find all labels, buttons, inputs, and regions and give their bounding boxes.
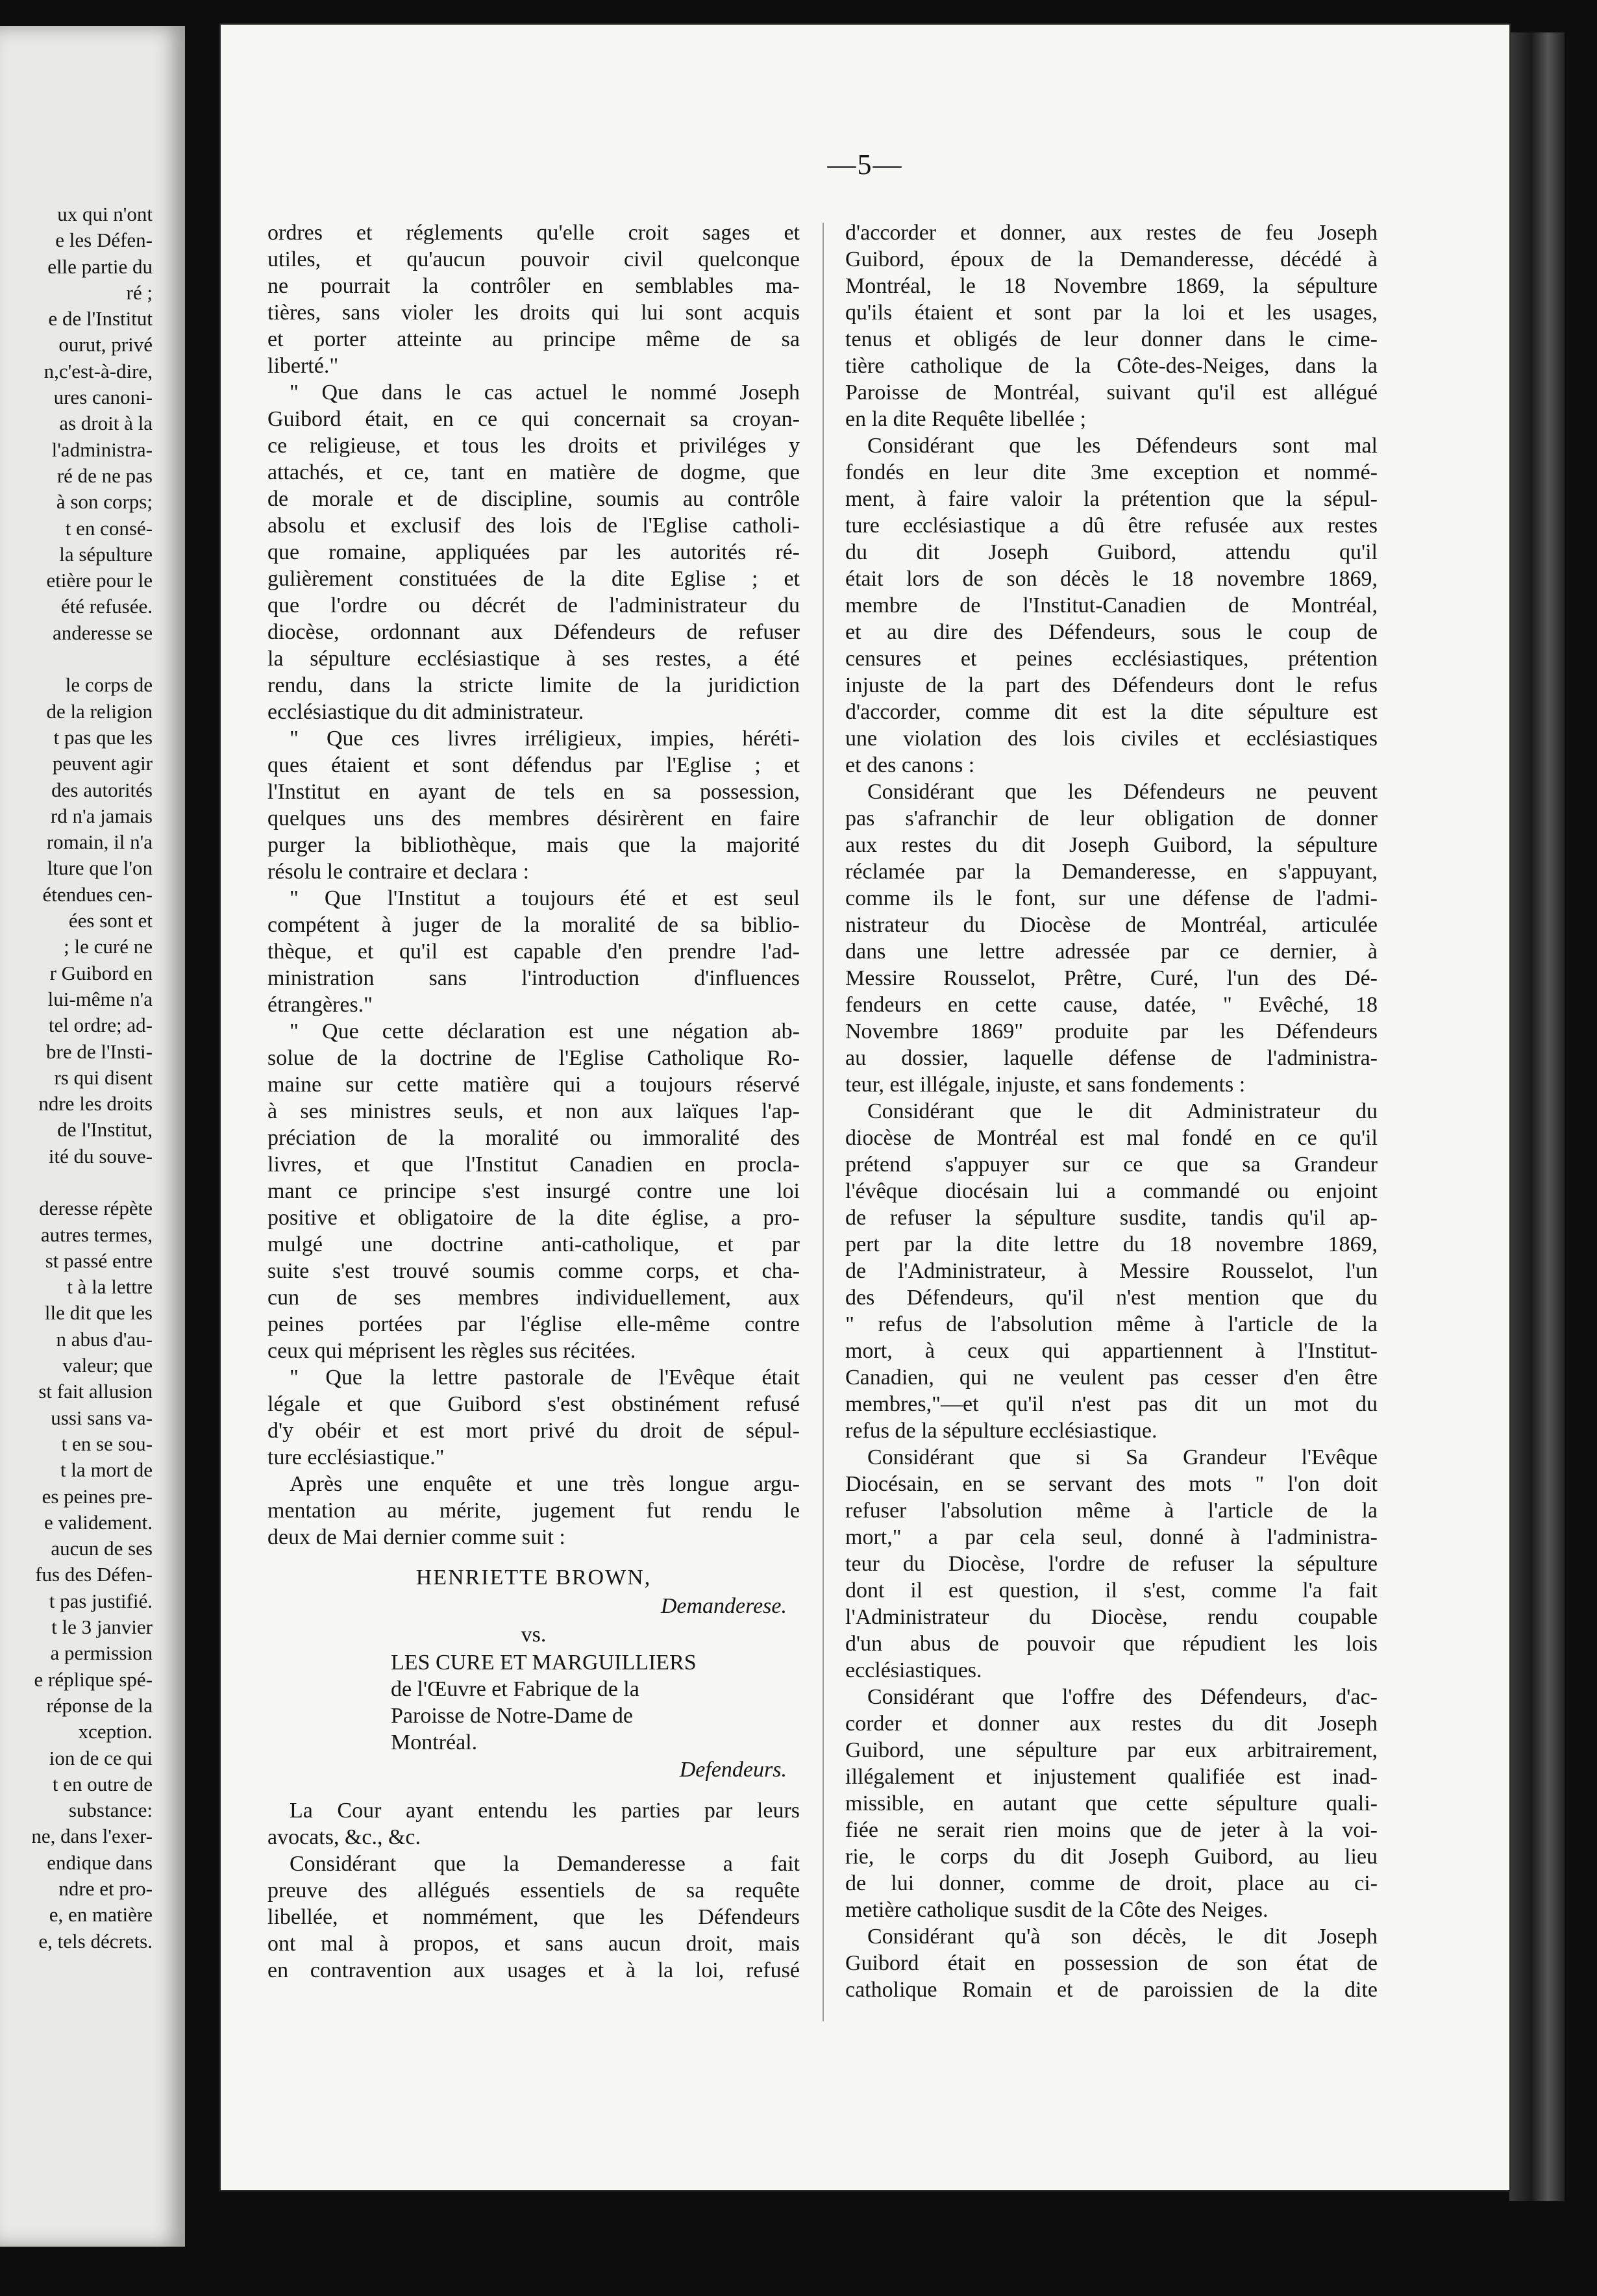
fragment-line: ées sont et xyxy=(68,909,153,932)
fragment-line: valeur; que xyxy=(62,1354,153,1377)
text-line: réclamée par la Demanderesse, en s'appuyant, xyxy=(845,860,1378,884)
fragment-line: e de l'Institut xyxy=(48,307,153,331)
text-line: Considérant que le dit Administrateur du xyxy=(867,1099,1378,1123)
fragment-line: e, tels décrets. xyxy=(38,1929,153,1953)
text-line: d'un abus de pouvoir que répudient les lois xyxy=(845,1632,1378,1656)
fragment-line xyxy=(0,1169,153,1195)
fragment-line: e les Défen- xyxy=(55,229,153,252)
text-line: dans une lettre adressée par ce dernier, à xyxy=(845,940,1378,964)
text-line: corder et donner aux restes du dit Joseph xyxy=(845,1712,1378,1736)
text-line: pas s'afranchir de leur obligation de donner xyxy=(845,806,1378,830)
text-line: refuser l'absolution même à l'article de la xyxy=(845,1499,1378,1523)
right-column-text xyxy=(845,219,1378,2003)
fragment-line: ndre et pro- xyxy=(58,1877,153,1900)
fragment-line: a permission xyxy=(50,1641,153,1665)
case-caption xyxy=(267,1564,800,1784)
text-line: ment, à faire valoir la prétention que la sépul- xyxy=(845,487,1378,511)
text-line: quelques uns des membres désirèrent en faire xyxy=(267,806,800,830)
text-line: attachés, et ce, tant en matière de dogme, que xyxy=(267,460,800,484)
text-line: fondés en leur dite 3me exception et nommé- xyxy=(845,460,1378,484)
text-line: illégalement et injustement qualifiée est inad- xyxy=(845,1765,1378,1789)
text-line: aux restes du dit Joseph Guibord, la sépulture xyxy=(845,833,1378,857)
text-line: liberté." xyxy=(267,354,339,378)
text-line: suite s'est trouvé soumis comme corps, et cha- xyxy=(267,1259,800,1283)
fragment-line: lui-même n'a xyxy=(47,987,153,1010)
text-line: en contravention aux usages et à la loi, refusé xyxy=(267,1958,800,1982)
fragment-line: n,c'est-à-dire, xyxy=(43,359,153,382)
fragment-line: l'administra- xyxy=(51,438,153,461)
fragment-line: ux qui n'ont xyxy=(57,203,153,225)
text-line: Guibord était en possession de son état de xyxy=(845,1951,1378,1975)
text-line: pert par la dite lettre du 18 novembre 1869, xyxy=(845,1232,1378,1256)
fragment-line: t le 3 janvier xyxy=(51,1616,153,1639)
fragment-line: t en consé- xyxy=(65,516,153,540)
text-line: " Que la lettre pastorale de l'Evêque était xyxy=(290,1366,800,1390)
text-line: Considérant que si Sa Grandeur l'Evêque xyxy=(867,1445,1378,1469)
facing-page-fragment xyxy=(0,26,185,2247)
left-column xyxy=(267,219,800,1984)
text-line: ture ecclésiastique." xyxy=(267,1445,445,1469)
text-line: peines portées par l'église elle-même contre xyxy=(267,1312,800,1336)
fragment-line: xception. xyxy=(78,1720,153,1743)
fragment-line: ne, dans l'exer- xyxy=(31,1825,153,1848)
fragment-line: ourut, privé xyxy=(58,333,153,356)
fragment-line xyxy=(0,646,153,672)
fragment-line: ré de ne pas xyxy=(56,464,153,487)
fragment-line: la sépulture xyxy=(59,542,153,566)
text-line: préciation de la moralité ou immoralité des xyxy=(267,1126,800,1150)
fragment-line: de la religion xyxy=(46,699,153,723)
text-line: ture ecclésiastique a dû être refusée aux restes xyxy=(845,514,1378,538)
text-line: en la dite Requête libellée ; xyxy=(845,407,1087,431)
text-line: à ses ministres seuls, et non aux laïques l'ap- xyxy=(267,1099,800,1123)
fragment-line: des autorités xyxy=(51,778,153,801)
text-line: positive et obligatoire de la dite église, a pro- xyxy=(267,1206,800,1230)
defendant-line: Paroisse de Notre-Dame de xyxy=(391,1704,633,1728)
text-line: des Défendeurs, qu'il n'est mention que du xyxy=(845,1286,1378,1310)
fragment-line: ; le curé ne xyxy=(64,935,153,958)
text-line: qu'ils étaient et sont par la loi et les usages, xyxy=(845,301,1378,325)
text-line: maine sur cette matière qui a toujours réservé xyxy=(267,1073,800,1097)
text-line: l'évêque diocésain lui a commandé ou enjoint xyxy=(845,1179,1378,1203)
fragment-line: à son corps; xyxy=(56,490,153,514)
text-line: livres, et que l'Institut Canadien en procla- xyxy=(267,1153,800,1177)
text-line: absolu et exclusif des lois de l'Eglise catholi- xyxy=(267,514,800,538)
text-line: la sépulture ecclésiastique à ses restes, a été xyxy=(267,647,800,671)
text-line: Considérant qu'à son décès, le dit Joseph xyxy=(867,1925,1378,1949)
text-line: l'Administrateur du Diocèse, rendu coupable xyxy=(845,1605,1378,1629)
text-line: et au dire des Défendeurs, sous le coup de xyxy=(845,620,1378,644)
defendant-block xyxy=(267,1649,800,1756)
text-line: ecclésiastique du dit administrateur. xyxy=(267,700,584,724)
text-line: mant ce principe s'est insurgé contre une loi xyxy=(267,1179,800,1203)
fragment-line: t pas que les xyxy=(53,725,153,749)
text-line: diocèse de Montréal est mal fondé en ce qu'il xyxy=(845,1126,1378,1150)
text-line: ordres et réglements qu'elle croit sages et xyxy=(267,221,800,245)
text-line: Considérant que la Demanderesse a fait xyxy=(290,1852,800,1876)
text-line: Paroisse de Montréal, suivant qu'il est allégué xyxy=(845,381,1378,405)
fragment-line: de l'Institut, xyxy=(57,1118,153,1142)
versus-label: vs. xyxy=(521,1623,547,1647)
text-line: d'accorder, comme dit est la dite sépulture est xyxy=(845,700,1378,724)
fragment-line: st fait allusion xyxy=(38,1380,153,1403)
fragment-line: peuvent agir xyxy=(52,752,153,775)
text-line: " refus de l'absolution même à l'article de la xyxy=(845,1312,1378,1336)
text-line: Considérant que l'offre des Défendeurs, d'ac- xyxy=(867,1685,1378,1709)
text-line: utiles, et qu'aucun pouvoir civil quelconque xyxy=(267,247,800,271)
text-line: Considérant que les Défendeurs ne peuvent xyxy=(867,780,1378,804)
fragment-line: elle partie du xyxy=(47,255,153,278)
text-line: rendu, dans la stricte limite de la juridiction xyxy=(267,673,800,697)
fragment-line: deresse répète xyxy=(39,1197,153,1220)
text-line: comme ils le font, sur une défense de l'admi- xyxy=(845,886,1378,910)
text-line: avocats, &c., &c. xyxy=(267,1825,421,1849)
text-line: ce religieuse, et tous les droits et priviléges y xyxy=(267,434,800,458)
text-line: que l'ordre ou décrét de l'administrateur du xyxy=(267,593,800,618)
fragment-line: tel ordre; ad- xyxy=(48,1014,153,1037)
fragment-line: e validement. xyxy=(44,1510,153,1534)
text-line: fendeurs en cette cause, datée, " Evêché, 18 xyxy=(845,993,1378,1017)
fragment-line: t la mort de xyxy=(60,1458,153,1482)
fragment-line: as droit à la xyxy=(59,412,153,435)
defendant-line: de l'Œuvre et Fabrique de la xyxy=(391,1677,639,1701)
text-line: Diocésain, en se servant des mots " l'on doit xyxy=(845,1472,1378,1496)
text-line: " Que ces livres irréligieux, impies, héréti- xyxy=(290,727,800,751)
text-line: ont mal à propos, et sans aucun droit, mais xyxy=(267,1932,800,1956)
text-line: libellée, et nommément, que les Défendeurs xyxy=(267,1905,800,1929)
text-line: une violation des lois civiles et ecclésiastiques xyxy=(845,727,1378,751)
text-line: ques étaient et sont défendus par l'Eglise ; et xyxy=(267,753,800,777)
left-column-text xyxy=(267,219,800,1551)
fragment-line: lle dit que les xyxy=(44,1301,153,1325)
text-line: teur du Diocèse, l'ordre de refuser la sépulture xyxy=(845,1552,1378,1576)
text-line: " Que cette déclaration est une négation ab- xyxy=(290,1019,800,1043)
fragment-line: t en se sou- xyxy=(61,1432,153,1455)
fragment-line: endique dans xyxy=(47,1851,153,1874)
text-line: prétend s'appuyer sur ce que sa Grandeur xyxy=(845,1153,1378,1177)
defendant-line: Montréal. xyxy=(391,1730,478,1754)
fragment-line: ion de ce qui xyxy=(49,1746,153,1769)
fragment-line: lture que l'on xyxy=(47,856,153,880)
text-line: Guibord était, en ce qui concernait sa croyan- xyxy=(267,407,800,431)
text-line: gulièrement constituées de la dite Eglise ; et xyxy=(267,567,800,591)
text-line: deux de Mai dernier comme suit : xyxy=(267,1525,565,1549)
defendant-line: LES CURE ET MARGUILLIERS xyxy=(391,1651,697,1675)
fragment-line: ures canoni- xyxy=(53,386,153,409)
fragment-line: romain, il n'a xyxy=(46,830,153,854)
facing-page-text xyxy=(0,201,153,1954)
fragment-line: n abus d'au- xyxy=(56,1327,153,1351)
text-line: ecclésiastiques. xyxy=(845,1658,982,1682)
fragment-line: st passé entre xyxy=(45,1249,153,1272)
text-line: " Que l'Institut a toujours été et est seul xyxy=(290,886,800,910)
text-line: au dossier, laquelle défense de l'administra- xyxy=(845,1046,1378,1070)
fragment-line: été refusée. xyxy=(60,595,153,618)
text-line: Messire Rousselot, Prêtre, Curé, l'un des Dé- xyxy=(845,966,1378,990)
defendant-role: Defendeurs. xyxy=(679,1758,787,1782)
page-number: —5— xyxy=(827,149,903,181)
text-line: mort," a par cela seul, donné à l'administra- xyxy=(845,1525,1378,1549)
text-line: nistrateur du Diocèse de Montréal, articulée xyxy=(845,913,1378,937)
text-line: de morale et de discipline, soumis au contrôle xyxy=(267,487,800,511)
text-line: dont il est question, il s'est, comme l'a fait xyxy=(845,1578,1378,1603)
text-line: rie, le corps du dit Joseph Guibord, au lieu xyxy=(845,1845,1378,1869)
text-line: refus de la sépulture ecclésiastique. xyxy=(845,1419,1158,1443)
plaintiff-name: HENRIETTE BROWN, xyxy=(415,1566,652,1590)
text-line: tenus et obligés de leur donner dans le cime- xyxy=(845,327,1378,351)
text-line: Montréal, le 18 Novembre 1869, la sépulture xyxy=(845,274,1378,298)
text-line: metière catholique susdit de la Côte des Neiges. xyxy=(845,1898,1269,1922)
fragment-line: rs qui disent xyxy=(54,1066,153,1089)
text-line: solue de la doctrine de l'Eglise Catholique Ro- xyxy=(267,1046,800,1070)
text-line: ceux qui méprisent les règles sus récitées. xyxy=(267,1339,636,1363)
fragment-line: réponse de la xyxy=(46,1693,153,1717)
text-line: et des canons : xyxy=(845,753,975,777)
text-line: Novembre 1869" produite par les Défendeurs xyxy=(845,1019,1378,1043)
text-line: membres,"—et qu'il n'est pas dit un mot du xyxy=(845,1392,1378,1416)
fragment-line: le corps de xyxy=(65,673,153,697)
text-line: mort, à ceux qui appartiennent à l'Institut- xyxy=(845,1339,1378,1363)
fragment-line: autres termes, xyxy=(40,1223,153,1246)
text-line: thèque, et qu'il est capable d'en prendre l'ad- xyxy=(267,940,800,964)
text-line: tières, sans violer les droits qui lui sont acquis xyxy=(267,301,800,325)
text-line: fiée ne serait rien moins que de jeter à la voi- xyxy=(845,1818,1378,1842)
text-line: preuve des allégués essentiels de sa requête xyxy=(267,1878,800,1903)
judgment-text xyxy=(267,1797,800,1984)
text-line: mentation au mérite, jugement fut rendu le xyxy=(267,1499,800,1523)
text-line: injuste de la part des Défendeurs dont le refus xyxy=(845,673,1378,697)
plaintiff-role: Demanderese. xyxy=(660,1594,787,1618)
text-line: Canadien, qui ne veulent pas cesser d'en être xyxy=(845,1366,1378,1390)
fragment-line: ité du souve- xyxy=(48,1144,153,1167)
fragment-line: ndre les droits xyxy=(38,1092,153,1116)
fragment-line: fus des Défen- xyxy=(35,1563,153,1586)
document-page xyxy=(221,25,1509,2190)
fragment-line: substance: xyxy=(68,1799,153,1822)
fragment-line: étendues cen- xyxy=(42,882,153,906)
fragment-line: r Guibord en xyxy=(49,961,153,984)
text-line: d'y obéir et est mort privé du droit de sépul- xyxy=(267,1419,800,1443)
column-divider xyxy=(823,223,824,2021)
text-line: diocèse, ordonnant aux Défendeurs de refuser xyxy=(267,620,800,644)
page-stack-edge xyxy=(1509,32,1565,2201)
text-line: compétent à juger de la moralité de sa biblio- xyxy=(267,913,800,937)
fragment-line: aucun de ses xyxy=(51,1537,153,1560)
text-line: censures et peines ecclésiastiques, prétention xyxy=(845,647,1378,671)
text-line: de lui donner, comme de droit, place au ci- xyxy=(845,1871,1378,1895)
text-line: ministration sans l'introduction d'influences xyxy=(267,966,800,990)
text-line: étrangères." xyxy=(267,993,373,1017)
text-line: Considérant que les Défendeurs sont mal xyxy=(867,434,1378,458)
text-line: cun de ses membres individuellement, aux xyxy=(267,1286,800,1310)
text-line: de l'Administrateur, à Messire Rousselot, l'un xyxy=(845,1259,1378,1283)
fragment-line: es peines pre- xyxy=(42,1484,153,1508)
text-line: et porter atteinte au principe même de sa xyxy=(267,327,800,351)
right-column xyxy=(845,219,1378,2003)
text-line: catholique Romain et de paroissien de la dite xyxy=(845,1978,1378,2002)
fragment-line: anderesse se xyxy=(52,621,153,644)
fragment-line: ré ; xyxy=(126,281,153,304)
fragment-line: rd n'a jamais xyxy=(50,804,153,827)
fragment-line: t en outre de xyxy=(52,1772,153,1795)
text-line: La Cour ayant entendu les parties par leurs xyxy=(290,1799,800,1823)
text-line: du dit Joseph Guibord, attendu qu'il xyxy=(845,540,1378,564)
text-line: légale et que Guibord s'est obstinément refusé xyxy=(267,1392,800,1416)
text-line: Guibord, époux de la Demanderesse, décédé à xyxy=(845,247,1378,271)
text-line: ne pourrait la contrôler en semblables ma- xyxy=(267,274,800,298)
text-line: membre de l'Institut-Canadien de Montréal, xyxy=(845,593,1378,618)
fragment-line: bre de l'Insti- xyxy=(46,1040,153,1063)
text-line: de refuser la sépulture susdite, tandis qu'il ap- xyxy=(845,1206,1378,1230)
text-line: " Que dans le cas actuel le nommé Joseph xyxy=(290,381,800,405)
fragment-line: e, en matière xyxy=(49,1903,153,1927)
fragment-line: etière pour le xyxy=(46,569,153,592)
text-line: Guibord, une sépulture par eux arbitrairement, xyxy=(845,1738,1378,1762)
text-line: mulgé une doctrine anti-catholique, et par xyxy=(267,1232,800,1256)
fragment-line: e réplique spé- xyxy=(34,1667,153,1691)
text-line: que romaine, appliquées par les autorités ré- xyxy=(267,540,800,564)
text-line: était lors de son décès le 18 novembre 1869, xyxy=(845,567,1378,591)
text-line: l'Institut en ayant de tels en sa possession, xyxy=(267,780,800,804)
text-line: tière catholique de la Côte-des-Neiges, dans la xyxy=(845,354,1378,378)
fragment-line: t à la lettre xyxy=(67,1275,153,1299)
text-line: résolu le contraire et declara : xyxy=(267,860,530,884)
text-line: purger la bibliothèque, mais que la majorité xyxy=(267,833,800,857)
fragment-line: ussi sans va- xyxy=(51,1406,153,1429)
text-line: d'accorder et donner, aux restes de feu Joseph xyxy=(845,221,1378,245)
text-line: Après une enquête et une très longue argu- xyxy=(290,1472,800,1496)
text-line: missible, en autant que cette sépulture quali- xyxy=(845,1791,1378,1816)
fragment-line: t pas justifié. xyxy=(49,1589,153,1612)
text-line: teur, est illégale, injuste, et sans fondements : xyxy=(845,1073,1246,1097)
